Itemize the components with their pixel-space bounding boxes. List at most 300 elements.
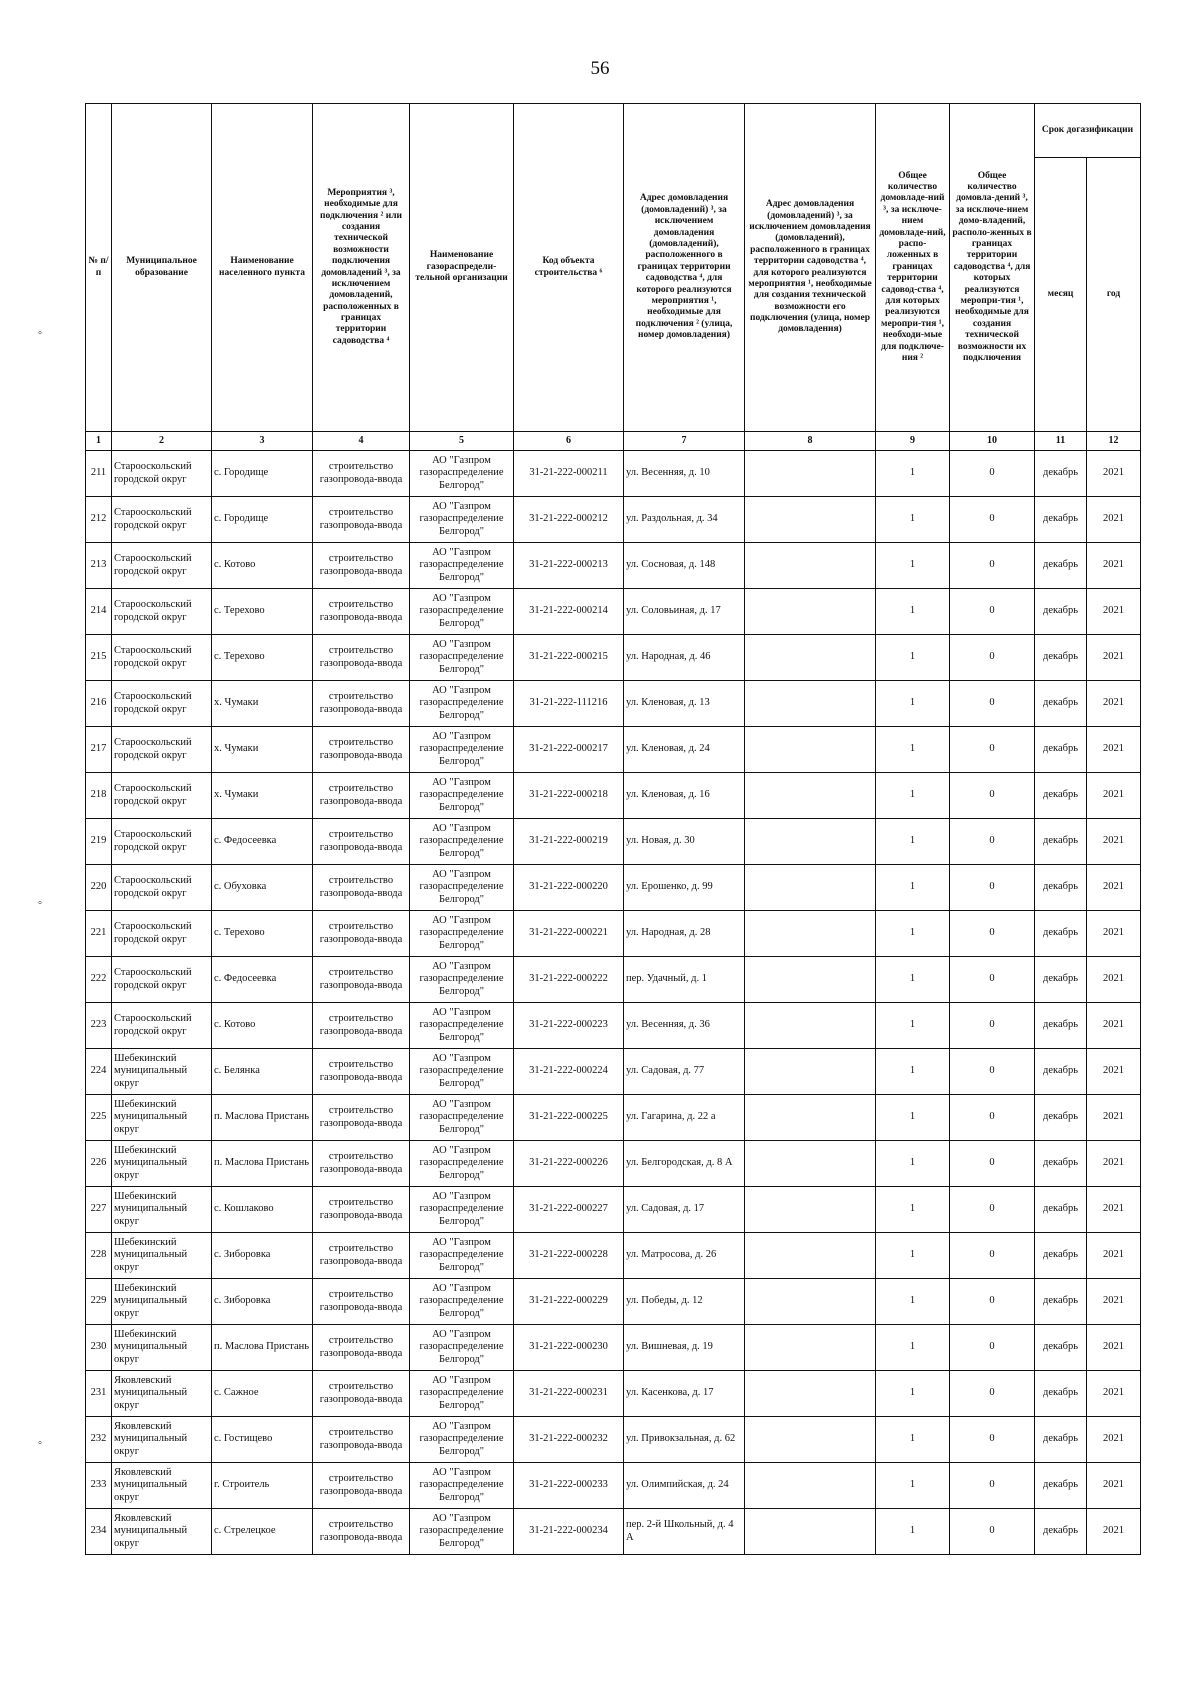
settlement-cell: с. Котово bbox=[212, 1003, 313, 1049]
count-connection-cell: 1 bbox=[876, 497, 950, 543]
address-cell: ул. Привокзальная, д. 62 bbox=[624, 1417, 745, 1463]
gasification-table bbox=[85, 103, 1141, 1555]
settlement-cell: х. Чумаки bbox=[212, 681, 313, 727]
measure-cell: строительство газопровода-ввода bbox=[313, 681, 410, 727]
address-capability-cell bbox=[745, 1049, 876, 1095]
month-cell: декабрь bbox=[1035, 1049, 1087, 1095]
page-number: 56 bbox=[590, 58, 610, 79]
measure-cell: строительство газопровода-ввода bbox=[313, 497, 410, 543]
month-cell: декабрь bbox=[1035, 1095, 1087, 1141]
address-capability-cell bbox=[745, 1463, 876, 1509]
settlement-cell: с. Обуховка bbox=[212, 865, 313, 911]
municipality-cell: Старооскольский городской округ bbox=[112, 635, 212, 681]
month-cell: декабрь bbox=[1035, 773, 1087, 819]
object-code-cell: 31-21-222-000213 bbox=[514, 543, 624, 589]
measure-cell: строительство газопровода-ввода bbox=[313, 1463, 410, 1509]
object-code-cell: 31-21-222-000215 bbox=[514, 635, 624, 681]
settlement-cell: с. Терехово bbox=[212, 911, 313, 957]
table-row bbox=[86, 681, 1141, 727]
municipality-cell: Яковлевский муниципальный округ bbox=[112, 1509, 212, 1555]
gas-org-cell: АО "Газпром газораспределение Белгород" bbox=[410, 819, 514, 865]
settlement-cell: с. Федосеевка bbox=[212, 957, 313, 1003]
column-number: 6 bbox=[514, 432, 624, 451]
object-code-cell: 31-21-222-000219 bbox=[514, 819, 624, 865]
address-cell: ул. Весенняя, д. 10 bbox=[624, 451, 745, 497]
measure-cell: строительство газопровода-ввода bbox=[313, 451, 410, 497]
month-cell: декабрь bbox=[1035, 1509, 1087, 1555]
settlement-cell: с. Зиборовка bbox=[212, 1279, 313, 1325]
count-capability-cell: 0 bbox=[950, 819, 1035, 865]
count-connection-cell: 1 bbox=[876, 819, 950, 865]
month-cell: декабрь bbox=[1035, 957, 1087, 1003]
measure-cell: строительство газопровода-ввода bbox=[313, 1325, 410, 1371]
row-number: 217 bbox=[86, 727, 112, 773]
row-number: 225 bbox=[86, 1095, 112, 1141]
address-capability-cell bbox=[745, 681, 876, 727]
settlement-cell: с. Стрелецкое bbox=[212, 1509, 313, 1555]
header-address-capability: Адрес домовладения (домовладений) ³, за исключением домовладения (домовладений), расположенного в границах территории садоводства ⁴, для которого реализуются мероприятия ¹, необходимые для создания технической возможности его подключения (улица, номер домовладения) bbox=[745, 104, 876, 432]
measure-cell: строительство газопровода-ввода bbox=[313, 957, 410, 1003]
count-connection-cell: 1 bbox=[876, 681, 950, 727]
month-cell: декабрь bbox=[1035, 451, 1087, 497]
year-cell: 2021 bbox=[1087, 819, 1141, 865]
month-cell: декабрь bbox=[1035, 911, 1087, 957]
settlement-cell: х. Чумаки bbox=[212, 773, 313, 819]
year-cell: 2021 bbox=[1087, 773, 1141, 819]
month-cell: декабрь bbox=[1035, 819, 1087, 865]
count-capability-cell: 0 bbox=[950, 1049, 1035, 1095]
header-count-capability: Общее количество домовла-дений ³, за исключе-нием домо-владений, располо-женных в границах территории садоводства ⁴, для которых реализуются меропри-тия ¹, необходимые для создания технической возможности их подключения bbox=[950, 104, 1035, 432]
address-capability-cell bbox=[745, 451, 876, 497]
object-code-cell: 31-21-222-000221 bbox=[514, 911, 624, 957]
table-row bbox=[86, 1049, 1141, 1095]
count-capability-cell: 0 bbox=[950, 1095, 1035, 1141]
table-row bbox=[86, 1233, 1141, 1279]
object-code-cell: 31-21-222-000214 bbox=[514, 589, 624, 635]
measure-cell: строительство газопровода-ввода bbox=[313, 1095, 410, 1141]
count-capability-cell: 0 bbox=[950, 1279, 1035, 1325]
address-capability-cell bbox=[745, 589, 876, 635]
count-connection-cell: 1 bbox=[876, 957, 950, 1003]
month-cell: декабрь bbox=[1035, 1371, 1087, 1417]
object-code-cell: 31-21-222-000228 bbox=[514, 1233, 624, 1279]
municipality-cell: Яковлевский муниципальный округ bbox=[112, 1417, 212, 1463]
column-number: 8 bbox=[745, 432, 876, 451]
address-cell: ул. Кленовая, д. 24 bbox=[624, 727, 745, 773]
margin-mark: ° bbox=[38, 900, 42, 911]
municipality-cell: Старооскольский городской округ bbox=[112, 911, 212, 957]
address-cell: ул. Соловьиная, д. 17 bbox=[624, 589, 745, 635]
address-capability-cell bbox=[745, 1095, 876, 1141]
object-code-cell: 31-21-222-000223 bbox=[514, 1003, 624, 1049]
gas-org-cell: АО "Газпром газораспределение Белгород" bbox=[410, 451, 514, 497]
object-code-cell: 31-21-222-000220 bbox=[514, 865, 624, 911]
row-number: 213 bbox=[86, 543, 112, 589]
row-number: 233 bbox=[86, 1463, 112, 1509]
row-number: 220 bbox=[86, 865, 112, 911]
row-number: 232 bbox=[86, 1417, 112, 1463]
municipality-cell: Шебекинский муниципальный округ bbox=[112, 1233, 212, 1279]
column-number: 2 bbox=[112, 432, 212, 451]
object-code-cell: 31-21-222-000229 bbox=[514, 1279, 624, 1325]
table-row bbox=[86, 497, 1141, 543]
gas-org-cell: АО "Газпром газораспределение Белгород" bbox=[410, 635, 514, 681]
count-capability-cell: 0 bbox=[950, 773, 1035, 819]
settlement-cell: п. Маслова Пристань bbox=[212, 1095, 313, 1141]
column-numbers-row bbox=[86, 432, 1141, 451]
table-row bbox=[86, 1095, 1141, 1141]
count-connection-cell: 1 bbox=[876, 1003, 950, 1049]
year-cell: 2021 bbox=[1087, 497, 1141, 543]
gas-org-cell: АО "Газпром газораспределение Белгород" bbox=[410, 497, 514, 543]
year-cell: 2021 bbox=[1087, 635, 1141, 681]
settlement-cell: г. Строитель bbox=[212, 1463, 313, 1509]
address-capability-cell bbox=[745, 1003, 876, 1049]
month-cell: декабрь bbox=[1035, 1279, 1087, 1325]
measure-cell: строительство газопровода-ввода bbox=[313, 911, 410, 957]
year-cell: 2021 bbox=[1087, 1463, 1141, 1509]
gas-org-cell: АО "Газпром газораспределение Белгород" bbox=[410, 865, 514, 911]
measure-cell: строительство газопровода-ввода bbox=[313, 1509, 410, 1555]
measure-cell: строительство газопровода-ввода bbox=[313, 1279, 410, 1325]
table-row bbox=[86, 1187, 1141, 1233]
municipality-cell: Яковлевский муниципальный округ bbox=[112, 1463, 212, 1509]
count-connection-cell: 1 bbox=[876, 1141, 950, 1187]
row-number: 221 bbox=[86, 911, 112, 957]
municipality-cell: Старооскольский городской округ bbox=[112, 543, 212, 589]
count-capability-cell: 0 bbox=[950, 635, 1035, 681]
address-capability-cell bbox=[745, 1509, 876, 1555]
settlement-cell: с. Федосеевка bbox=[212, 819, 313, 865]
address-capability-cell bbox=[745, 635, 876, 681]
table-body bbox=[86, 451, 1141, 1555]
count-capability-cell: 0 bbox=[950, 911, 1035, 957]
count-connection-cell: 1 bbox=[876, 1049, 950, 1095]
address-cell: ул. Олимпийская, д. 24 bbox=[624, 1463, 745, 1509]
municipality-cell: Старооскольский городской округ bbox=[112, 589, 212, 635]
table-row bbox=[86, 727, 1141, 773]
count-capability-cell: 0 bbox=[950, 1187, 1035, 1233]
row-number: 219 bbox=[86, 819, 112, 865]
address-cell: ул. Садовая, д. 77 bbox=[624, 1049, 745, 1095]
municipality-cell: Старооскольский городской округ bbox=[112, 865, 212, 911]
object-code-cell: 31-21-222-000227 bbox=[514, 1187, 624, 1233]
settlement-cell: с. Кошлаково bbox=[212, 1187, 313, 1233]
address-cell: ул. Народная, д. 28 bbox=[624, 911, 745, 957]
count-capability-cell: 0 bbox=[950, 1141, 1035, 1187]
count-capability-cell: 0 bbox=[950, 543, 1035, 589]
count-connection-cell: 1 bbox=[876, 1371, 950, 1417]
row-number: 231 bbox=[86, 1371, 112, 1417]
address-capability-cell bbox=[745, 1417, 876, 1463]
municipality-cell: Старооскольский городской округ bbox=[112, 957, 212, 1003]
month-cell: декабрь bbox=[1035, 865, 1087, 911]
month-cell: декабрь bbox=[1035, 1417, 1087, 1463]
row-number: 215 bbox=[86, 635, 112, 681]
address-cell: ул. Сосновая, д. 148 bbox=[624, 543, 745, 589]
header-object-code: Код объекта строительства ⁶ bbox=[514, 104, 624, 432]
settlement-cell: х. Чумаки bbox=[212, 727, 313, 773]
count-capability-cell: 0 bbox=[950, 451, 1035, 497]
year-cell: 2021 bbox=[1087, 543, 1141, 589]
gas-org-cell: АО "Газпром газораспределение Белгород" bbox=[410, 1509, 514, 1555]
object-code-cell: 31-21-222-000234 bbox=[514, 1509, 624, 1555]
address-capability-cell bbox=[745, 727, 876, 773]
municipality-cell: Старооскольский городской округ bbox=[112, 1003, 212, 1049]
address-cell: ул. Гагарина, д. 22 а bbox=[624, 1095, 745, 1141]
table-row bbox=[86, 589, 1141, 635]
object-code-cell: 31-21-222-000222 bbox=[514, 957, 624, 1003]
year-cell: 2021 bbox=[1087, 1509, 1141, 1555]
address-cell: ул. Садовая, д. 17 bbox=[624, 1187, 745, 1233]
address-capability-cell bbox=[745, 543, 876, 589]
header-address-connection: Адрес домовладения (домовладений) ³, за исключением домовладения (домовладений), расположенного в границах территории садоводства ⁴, для которого реализуются мероприятия ¹, необходимые для подключения ² (улица, номер домовладения) bbox=[624, 104, 745, 432]
month-cell: декабрь bbox=[1035, 1003, 1087, 1049]
table-header bbox=[86, 104, 1141, 451]
gas-org-cell: АО "Газпром газораспределение Белгород" bbox=[410, 589, 514, 635]
month-cell: декабрь bbox=[1035, 1141, 1087, 1187]
table-row bbox=[86, 451, 1141, 497]
settlement-cell: с. Гостищево bbox=[212, 1417, 313, 1463]
margin-mark: ° bbox=[38, 330, 42, 341]
address-capability-cell bbox=[745, 865, 876, 911]
measure-cell: строительство газопровода-ввода bbox=[313, 1141, 410, 1187]
count-connection-cell: 1 bbox=[876, 1233, 950, 1279]
address-cell: ул. Победы, д. 12 bbox=[624, 1279, 745, 1325]
measure-cell: строительство газопровода-ввода bbox=[313, 635, 410, 681]
year-cell: 2021 bbox=[1087, 1141, 1141, 1187]
year-cell: 2021 bbox=[1087, 957, 1141, 1003]
header-num: № п/п bbox=[86, 104, 112, 432]
year-cell: 2021 bbox=[1087, 589, 1141, 635]
count-capability-cell: 0 bbox=[950, 865, 1035, 911]
address-cell: пер. Удачный, д. 1 bbox=[624, 957, 745, 1003]
year-cell: 2021 bbox=[1087, 1325, 1141, 1371]
object-code-cell: 31-21-222-000230 bbox=[514, 1325, 624, 1371]
count-connection-cell: 1 bbox=[876, 727, 950, 773]
settlement-cell: п. Маслова Пристань bbox=[212, 1325, 313, 1371]
year-cell: 2021 bbox=[1087, 1371, 1141, 1417]
object-code-cell: 31-21-222-000226 bbox=[514, 1141, 624, 1187]
gas-org-cell: АО "Газпром газораспределение Белгород" bbox=[410, 1003, 514, 1049]
header-year: год bbox=[1087, 158, 1141, 432]
row-number: 218 bbox=[86, 773, 112, 819]
gas-org-cell: АО "Газпром газораспределение Белгород" bbox=[410, 1417, 514, 1463]
count-connection-cell: 1 bbox=[876, 1417, 950, 1463]
municipality-cell: Старооскольский городской округ bbox=[112, 497, 212, 543]
count-connection-cell: 1 bbox=[876, 543, 950, 589]
municipality-cell: Яковлевский муниципальный округ bbox=[112, 1371, 212, 1417]
month-cell: декабрь bbox=[1035, 1187, 1087, 1233]
municipality-cell: Шебекинский муниципальный округ bbox=[112, 1141, 212, 1187]
row-number: 223 bbox=[86, 1003, 112, 1049]
count-capability-cell: 0 bbox=[950, 1233, 1035, 1279]
measure-cell: строительство газопровода-ввода bbox=[313, 1233, 410, 1279]
address-capability-cell bbox=[745, 497, 876, 543]
settlement-cell: с. Сажное bbox=[212, 1371, 313, 1417]
measure-cell: строительство газопровода-ввода bbox=[313, 1187, 410, 1233]
row-number: 234 bbox=[86, 1509, 112, 1555]
gas-org-cell: АО "Газпром газораспределение Белгород" bbox=[410, 1371, 514, 1417]
measure-cell: строительство газопровода-ввода bbox=[313, 865, 410, 911]
count-capability-cell: 0 bbox=[950, 1371, 1035, 1417]
gas-org-cell: АО "Газпром газораспределение Белгород" bbox=[410, 1049, 514, 1095]
object-code-cell: 31-21-222-000231 bbox=[514, 1371, 624, 1417]
measure-cell: строительство газопровода-ввода bbox=[313, 819, 410, 865]
settlement-cell: с. Котово bbox=[212, 543, 313, 589]
municipality-cell: Старооскольский городской округ bbox=[112, 451, 212, 497]
column-number: 1 bbox=[86, 432, 112, 451]
column-number: 9 bbox=[876, 432, 950, 451]
year-cell: 2021 bbox=[1087, 681, 1141, 727]
header-count-connection: Общее количество домовладе-ний ³, за исключе-нием домовладе-ний, распо-ложенных в границах территории садовод-ства ⁴, для которых реализуются меропри-тия ¹, необходи-мые для подключе-ния ² bbox=[876, 104, 950, 432]
municipality-cell: Старооскольский городской округ bbox=[112, 773, 212, 819]
table-row bbox=[86, 819, 1141, 865]
gas-org-cell: АО "Газпром газораспределение Белгород" bbox=[410, 1463, 514, 1509]
gas-org-cell: АО "Газпром газораспределение Белгород" bbox=[410, 681, 514, 727]
address-cell: ул. Вишневая, д. 19 bbox=[624, 1325, 745, 1371]
header-month: месяц bbox=[1035, 158, 1087, 432]
header-settlement: Наименование населенного пункта bbox=[212, 104, 313, 432]
object-code-cell: 31-21-222-000217 bbox=[514, 727, 624, 773]
gas-org-cell: АО "Газпром газораспределение Белгород" bbox=[410, 727, 514, 773]
object-code-cell: 31-21-222-000211 bbox=[514, 451, 624, 497]
count-capability-cell: 0 bbox=[950, 589, 1035, 635]
address-capability-cell bbox=[745, 957, 876, 1003]
measure-cell: строительство газопровода-ввода bbox=[313, 727, 410, 773]
row-number: 216 bbox=[86, 681, 112, 727]
object-code-cell: 31-21-222-000224 bbox=[514, 1049, 624, 1095]
municipality-cell: Старооскольский городской округ bbox=[112, 727, 212, 773]
count-capability-cell: 0 bbox=[950, 1003, 1035, 1049]
measure-cell: строительство газопровода-ввода bbox=[313, 773, 410, 819]
year-cell: 2021 bbox=[1087, 1187, 1141, 1233]
municipality-cell: Шебекинский муниципальный округ bbox=[112, 1095, 212, 1141]
address-cell: ул. Новая, д. 30 bbox=[624, 819, 745, 865]
count-capability-cell: 0 bbox=[950, 1463, 1035, 1509]
row-number: 227 bbox=[86, 1187, 112, 1233]
month-cell: декабрь bbox=[1035, 1463, 1087, 1509]
column-number: 5 bbox=[410, 432, 514, 451]
gas-org-cell: АО "Газпром газораспределение Белгород" bbox=[410, 773, 514, 819]
address-cell: ул. Народная, д. 46 bbox=[624, 635, 745, 681]
month-cell: декабрь bbox=[1035, 1325, 1087, 1371]
table-row bbox=[86, 865, 1141, 911]
year-cell: 2021 bbox=[1087, 1003, 1141, 1049]
gas-org-cell: АО "Газпром газораспределение Белгород" bbox=[410, 1187, 514, 1233]
object-code-cell: 31-21-222-000212 bbox=[514, 497, 624, 543]
year-cell: 2021 bbox=[1087, 865, 1141, 911]
count-capability-cell: 0 bbox=[950, 957, 1035, 1003]
measure-cell: строительство газопровода-ввода bbox=[313, 1417, 410, 1463]
table-row bbox=[86, 1417, 1141, 1463]
month-cell: декабрь bbox=[1035, 681, 1087, 727]
count-connection-cell: 1 bbox=[876, 589, 950, 635]
gas-org-cell: АО "Газпром газораспределение Белгород" bbox=[410, 543, 514, 589]
table-row bbox=[86, 635, 1141, 681]
year-cell: 2021 bbox=[1087, 451, 1141, 497]
count-connection-cell: 1 bbox=[876, 865, 950, 911]
row-number: 222 bbox=[86, 957, 112, 1003]
object-code-cell: 31-21-222-000218 bbox=[514, 773, 624, 819]
row-number: 214 bbox=[86, 589, 112, 635]
month-cell: декабрь bbox=[1035, 543, 1087, 589]
column-number: 10 bbox=[950, 432, 1035, 451]
address-cell: ул. Белгородская, д. 8 А bbox=[624, 1141, 745, 1187]
table-row bbox=[86, 1003, 1141, 1049]
row-number: 228 bbox=[86, 1233, 112, 1279]
object-code-cell: 31-21-222-111216 bbox=[514, 681, 624, 727]
address-cell: ул. Матросова, д. 26 bbox=[624, 1233, 745, 1279]
address-capability-cell bbox=[745, 1141, 876, 1187]
count-connection-cell: 1 bbox=[876, 1509, 950, 1555]
margin-mark: ° bbox=[38, 1440, 42, 1451]
gas-org-cell: АО "Газпром газораспределение Белгород" bbox=[410, 1233, 514, 1279]
table-row bbox=[86, 911, 1141, 957]
count-connection-cell: 1 bbox=[876, 1325, 950, 1371]
measure-cell: строительство газопровода-ввода bbox=[313, 1371, 410, 1417]
count-connection-cell: 1 bbox=[876, 635, 950, 681]
month-cell: декабрь bbox=[1035, 1233, 1087, 1279]
column-number: 12 bbox=[1087, 432, 1141, 451]
month-cell: декабрь bbox=[1035, 497, 1087, 543]
municipality-cell: Старооскольский городской округ bbox=[112, 819, 212, 865]
month-cell: декабрь bbox=[1035, 635, 1087, 681]
header-municipality: Муниципальное образование bbox=[112, 104, 212, 432]
gas-org-cell: АО "Газпром газораспределение Белгород" bbox=[410, 1141, 514, 1187]
count-connection-cell: 1 bbox=[876, 1279, 950, 1325]
count-connection-cell: 1 bbox=[876, 1187, 950, 1233]
table-row bbox=[86, 1325, 1141, 1371]
object-code-cell: 31-21-222-000225 bbox=[514, 1095, 624, 1141]
measure-cell: строительство газопровода-ввода bbox=[313, 543, 410, 589]
settlement-cell: с. Терехово bbox=[212, 635, 313, 681]
row-number: 211 bbox=[86, 451, 112, 497]
settlement-cell: п. Маслова Пристань bbox=[212, 1141, 313, 1187]
municipality-cell: Шебекинский муниципальный округ bbox=[112, 1279, 212, 1325]
settlement-cell: с. Городище bbox=[212, 451, 313, 497]
count-capability-cell: 0 bbox=[950, 681, 1035, 727]
count-capability-cell: 0 bbox=[950, 1417, 1035, 1463]
table-row bbox=[86, 1371, 1141, 1417]
address-cell: пер. 2-й Школьный, д. 4 А bbox=[624, 1509, 745, 1555]
column-number: 4 bbox=[313, 432, 410, 451]
settlement-cell: с. Городище bbox=[212, 497, 313, 543]
address-cell: ул. Кленовая, д. 13 bbox=[624, 681, 745, 727]
year-cell: 2021 bbox=[1087, 727, 1141, 773]
address-capability-cell bbox=[745, 1325, 876, 1371]
row-number: 230 bbox=[86, 1325, 112, 1371]
table-row bbox=[86, 1279, 1141, 1325]
year-cell: 2021 bbox=[1087, 911, 1141, 957]
gas-org-cell: АО "Газпром газораспределение Белгород" bbox=[410, 1325, 514, 1371]
year-cell: 2021 bbox=[1087, 1049, 1141, 1095]
count-capability-cell: 0 bbox=[950, 1325, 1035, 1371]
address-capability-cell bbox=[745, 1233, 876, 1279]
header-gas-org: Наименование газораспредели-тельной организации bbox=[410, 104, 514, 432]
address-capability-cell bbox=[745, 1279, 876, 1325]
settlement-cell: с. Терехово bbox=[212, 589, 313, 635]
month-cell: декабрь bbox=[1035, 727, 1087, 773]
address-capability-cell bbox=[745, 1187, 876, 1233]
month-cell: декабрь bbox=[1035, 589, 1087, 635]
count-connection-cell: 1 bbox=[876, 911, 950, 957]
header-term: Срок догазификации bbox=[1035, 104, 1141, 158]
count-connection-cell: 1 bbox=[876, 773, 950, 819]
measure-cell: строительство газопровода-ввода bbox=[313, 589, 410, 635]
table-row bbox=[86, 1509, 1141, 1555]
settlement-cell: с. Зиборовка bbox=[212, 1233, 313, 1279]
